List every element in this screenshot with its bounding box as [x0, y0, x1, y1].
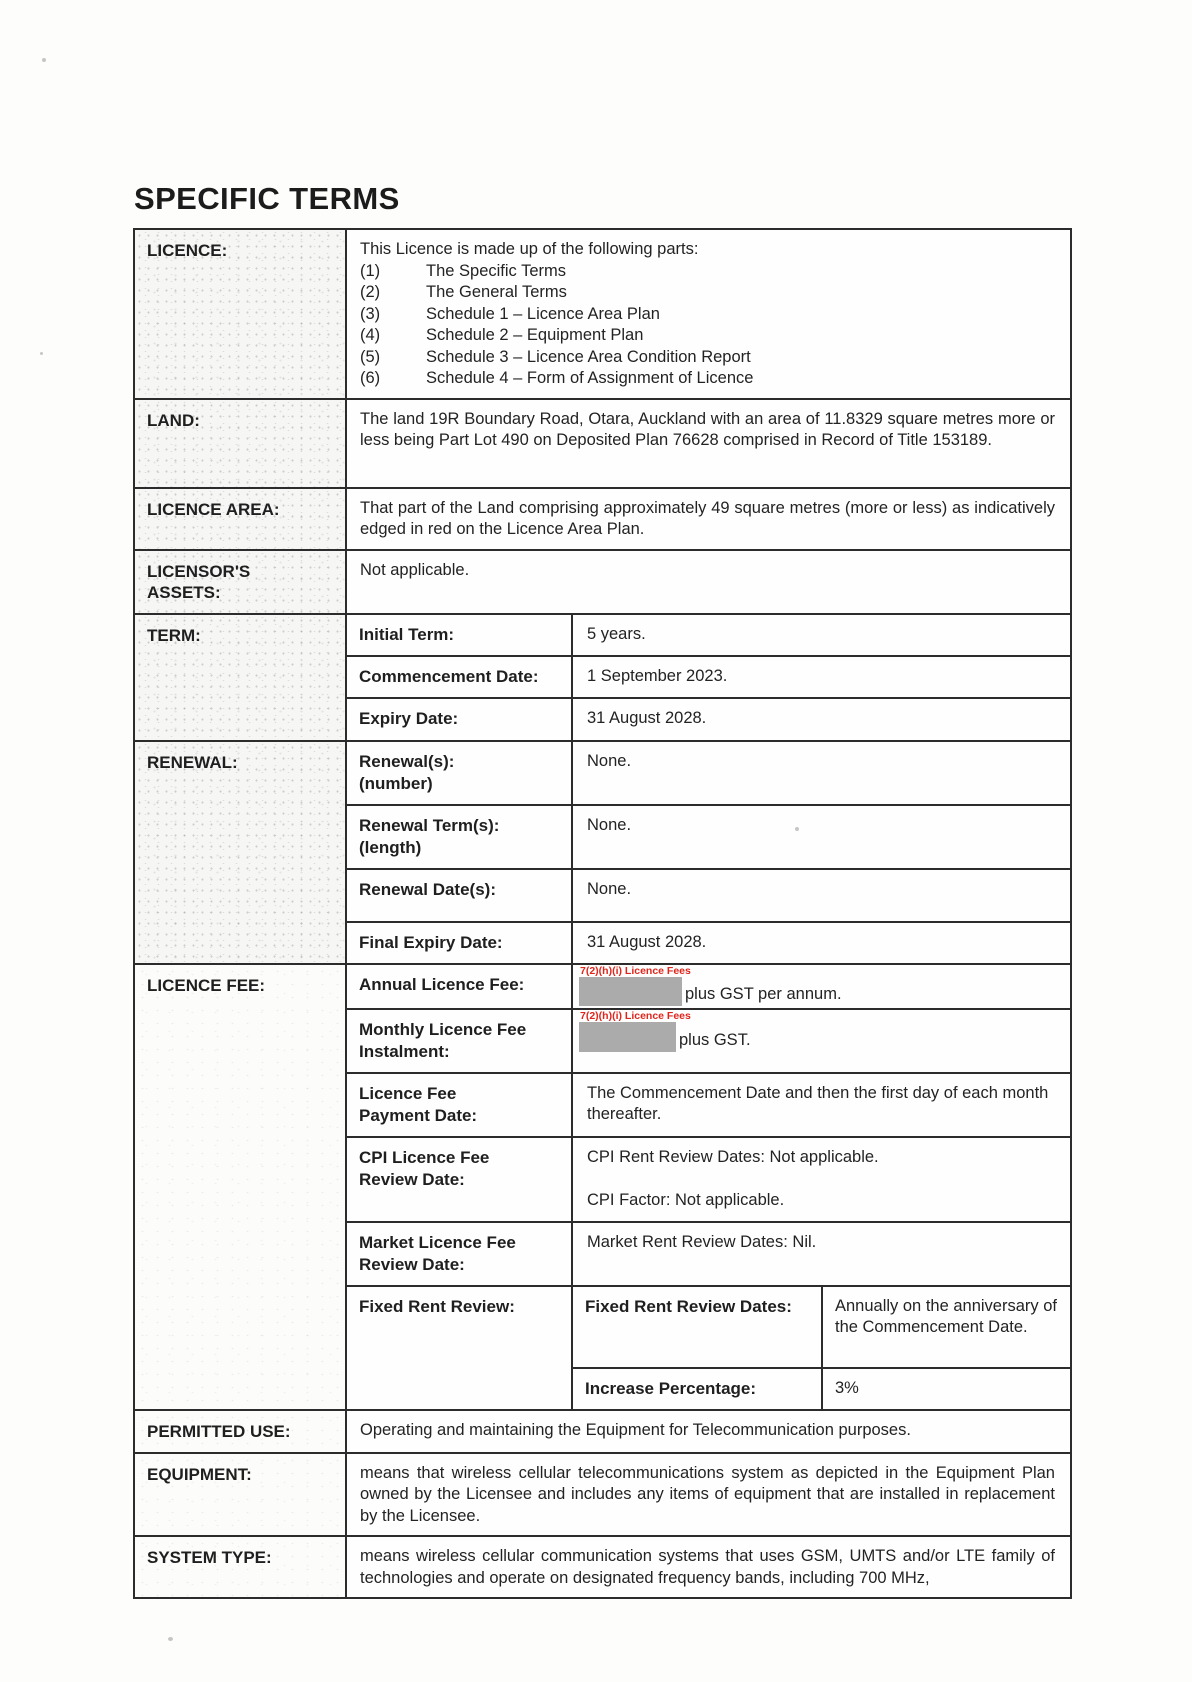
- renewal-row-dates: [347, 870, 1070, 923]
- fee-annual-suffix: plus GST per annum.: [685, 984, 842, 1003]
- fee-monthly-suffix: plus GST.: [679, 1030, 751, 1049]
- increase-percentage-label: Increase Percentage:: [573, 1369, 823, 1409]
- row-label-term: [135, 615, 347, 740]
- licence-part-3-text: Schedule 1 – Licence Area Plan: [426, 304, 660, 323]
- redaction-box: [579, 977, 682, 1006]
- renewal-final-expiry-label: Final Expiry Date:: [347, 923, 573, 963]
- term-initial-label: Initial Term:: [347, 615, 573, 655]
- renewal-number-label-main: Renewal(s):: [359, 751, 455, 771]
- table-row-equipment: [135, 1454, 1070, 1538]
- fee-market-label-text: Market Licence Fee Review Date:: [359, 1232, 516, 1274]
- row-label-land: [135, 400, 347, 487]
- renewal-term-label: [347, 806, 573, 868]
- licence-part-4-num: (4): [360, 326, 381, 344]
- fee-annual-redacted-row: [579, 977, 1060, 1006]
- renewal-term-label-sub: (length): [359, 837, 422, 857]
- table-row-term: [135, 615, 1070, 742]
- licensors-assets-text: Not applicable.: [360, 560, 470, 579]
- renewal-final-expiry-value: 31 August 2028.: [587, 932, 707, 951]
- renewal-row-number: [347, 742, 1070, 806]
- table-row-land: [135, 400, 1070, 489]
- table-row-licensors-assets: [135, 551, 1070, 615]
- fee-annual-value: [573, 965, 1070, 1008]
- row-label-licence-fee-text: LICENCE FEE:: [147, 975, 266, 995]
- fixed-rent-nested-table: [573, 1287, 1070, 1409]
- fee-market-value: Market Rent Review Dates: Nil.: [587, 1232, 817, 1251]
- licence-part-2: [360, 282, 1055, 304]
- row-label-land-text: LAND:: [147, 410, 200, 430]
- licence-part-1-text: The Specific Terms: [426, 261, 566, 280]
- fee-cpi-line1: CPI Rent Review Dates: Not applicable.: [587, 1147, 879, 1166]
- fee-monthly-redacted-row: [579, 1022, 1060, 1052]
- licence-part-2-text: The General Terms: [426, 283, 567, 301]
- term-subtable: [347, 615, 1070, 740]
- fee-market-label: [347, 1223, 573, 1285]
- table-row-licence-area: [135, 489, 1070, 551]
- licence-fee-subtable: [347, 965, 1070, 1409]
- page-title: SPECIFIC TERMS: [134, 181, 400, 216]
- scan-artifact-dot: [40, 352, 43, 355]
- renewal-dates-value: None.: [587, 879, 632, 898]
- licence-part-5-num: (5): [360, 347, 381, 366]
- row-label-licence: [135, 230, 347, 398]
- row-label-permitted-use-text: PERMITTED USE:: [147, 1421, 291, 1441]
- system-type-text: means wireless cellular communication systems that uses GSM, UMTS and/or LTE family of technologies and operate on designated frequency bands, including 700 MHz,: [360, 1547, 1055, 1587]
- licence-area-text: That part of the Land comprising approximately 49 square metres (more or less) as indicatively edged in red on the Licence Area Plan.: [360, 498, 1055, 538]
- renewal-number-label-sub: (number): [359, 773, 433, 793]
- increase-percentage-value: 3%: [835, 1378, 859, 1397]
- land-text: The land 19R Boundary Road, Otara, Auckland with an area of 11.8329 square metres more or less being Part Lot 490 on Deposited Plan 76628 comprised in Record of Title 153189.: [360, 409, 1055, 449]
- renewal-number-label: [347, 742, 573, 804]
- fixed-rent-dates-label: Fixed Rent Review Dates:: [573, 1287, 823, 1367]
- fee-row-fixed: [347, 1287, 1070, 1409]
- equipment-text: means that wireless cellular telecommunications system as depicted in the Equipment Plan owned by the Licensee and includes any items of equipment that are installed in replacement by the Licensee.: [360, 1463, 1055, 1525]
- licence-part-6-num: (6): [360, 369, 381, 387]
- term-expiry-value: 31 August 2028.: [587, 708, 707, 727]
- renewal-dates-label: Renewal Date(s):: [347, 870, 573, 921]
- row-label-licensors-assets: [135, 551, 347, 613]
- licence-part-4-text: Schedule 2 – Equipment Plan: [426, 326, 644, 344]
- row-label-licence-fee: [135, 965, 347, 1409]
- fee-monthly-value: [573, 1010, 1070, 1072]
- specific-terms-table: [133, 228, 1072, 1599]
- renewal-subtable: [347, 742, 1070, 963]
- table-row-licence: [135, 230, 1070, 400]
- row-label-equipment: [135, 1454, 347, 1536]
- row-label-permitted-use: [135, 1411, 347, 1452]
- licence-part-1: [360, 261, 1055, 283]
- redaction-reason-label: 7(2)(h)(i) Licence Fees: [580, 964, 691, 977]
- row-label-licence-area-text: LICENCE AREA:: [147, 499, 280, 519]
- fee-payment-date-label-text: Licence Fee Payment Date:: [359, 1083, 478, 1125]
- licence-part-6: [360, 368, 1055, 390]
- licence-part-3: [360, 304, 1055, 326]
- row-label-licence-text: LICENCE:: [147, 241, 228, 260]
- fee-row-market: [347, 1223, 1070, 1287]
- fee-payment-date-value: The Commencement Date and then the first day of each month thereafter.: [587, 1083, 1049, 1123]
- fee-annual-label: Annual Licence Fee:: [347, 965, 573, 1008]
- term-commencement-label: Commencement Date:: [347, 657, 573, 697]
- row-label-licensors-assets-text: LICENSOR'S ASSETS:: [147, 561, 251, 602]
- scan-artifact-dot: [168, 1637, 173, 1641]
- licence-part-1-num: (1): [360, 261, 381, 280]
- licence-part-5-text: Schedule 3 – Licence Area Condition Report: [426, 347, 751, 366]
- renewal-row-term: [347, 806, 1070, 870]
- term-initial-value: 5 years.: [587, 624, 646, 643]
- licence-part-2-num: (2): [360, 283, 381, 301]
- scan-artifact-dot: [795, 827, 799, 831]
- fee-cpi-line2: CPI Factor: Not applicable.: [587, 1191, 785, 1209]
- fee-cpi-label-text: CPI Licence Fee Review Date:: [359, 1147, 490, 1189]
- row-label-system-type: [135, 1537, 347, 1597]
- renewal-number-value: None.: [587, 751, 632, 770]
- fee-row-cpi: [347, 1138, 1070, 1223]
- term-row-expiry: [347, 699, 1070, 740]
- row-label-licence-area: [135, 489, 347, 549]
- licence-intro: This Licence is made up of the following parts:: [360, 240, 699, 258]
- term-row-commencement: [347, 657, 1070, 699]
- row-label-term-text: TERM:: [147, 625, 201, 645]
- renewal-row-final-expiry: [347, 923, 1070, 963]
- table-row-renewal: [135, 742, 1070, 965]
- row-label-renewal-text: RENEWAL:: [147, 752, 238, 772]
- term-expiry-label: Expiry Date:: [347, 699, 573, 740]
- table-row-permitted-use: [135, 1411, 1070, 1454]
- row-label-system-type-text: SYSTEM TYPE:: [147, 1548, 272, 1567]
- fixed-rent-dates-value: Annually on the anniversary of the Commencement Date.: [835, 1296, 1057, 1336]
- term-row-initial: [347, 615, 1070, 657]
- fee-cpi-label: [347, 1138, 573, 1221]
- redaction-box: [579, 1022, 676, 1052]
- licence-part-3-num: (3): [360, 304, 381, 323]
- scan-artifact-dot: [42, 58, 46, 62]
- row-label-renewal: [135, 742, 347, 963]
- fee-monthly-label-text: Monthly Licence Fee Instalment:: [359, 1019, 527, 1061]
- permitted-use-text: Operating and maintaining the Equipment for Telecommunication purposes.: [360, 1420, 911, 1439]
- fixed-rent-row-increase: [573, 1369, 1070, 1409]
- renewal-term-label-main: Renewal Term(s):: [359, 815, 500, 835]
- licence-content: [347, 230, 1070, 398]
- fee-monthly-label: [347, 1010, 573, 1072]
- fee-row-monthly: [347, 1010, 1070, 1074]
- fixed-rent-row-dates: [573, 1287, 1070, 1369]
- table-row-system-type: [135, 1537, 1070, 1597]
- table-row-licence-fee: [135, 965, 1070, 1411]
- redaction-reason-label: 7(2)(h)(i) Licence Fees: [580, 1009, 691, 1022]
- fee-row-annual: [347, 965, 1070, 1010]
- licence-part-5: [360, 347, 1055, 369]
- term-commencement-value: 1 September 2023.: [587, 666, 728, 685]
- renewal-term-value: None.: [587, 815, 632, 834]
- fee-fixed-label: Fixed Rent Review:: [347, 1287, 573, 1409]
- licence-part-6-text: Schedule 4 – Form of Assignment of Licence: [426, 369, 754, 387]
- fee-payment-date-label: [347, 1074, 573, 1136]
- row-label-equipment-text: EQUIPMENT:: [147, 1464, 252, 1484]
- licence-part-4: [360, 325, 1055, 347]
- fee-row-payment-date: [347, 1074, 1070, 1138]
- fee-cpi-value: [573, 1138, 1070, 1221]
